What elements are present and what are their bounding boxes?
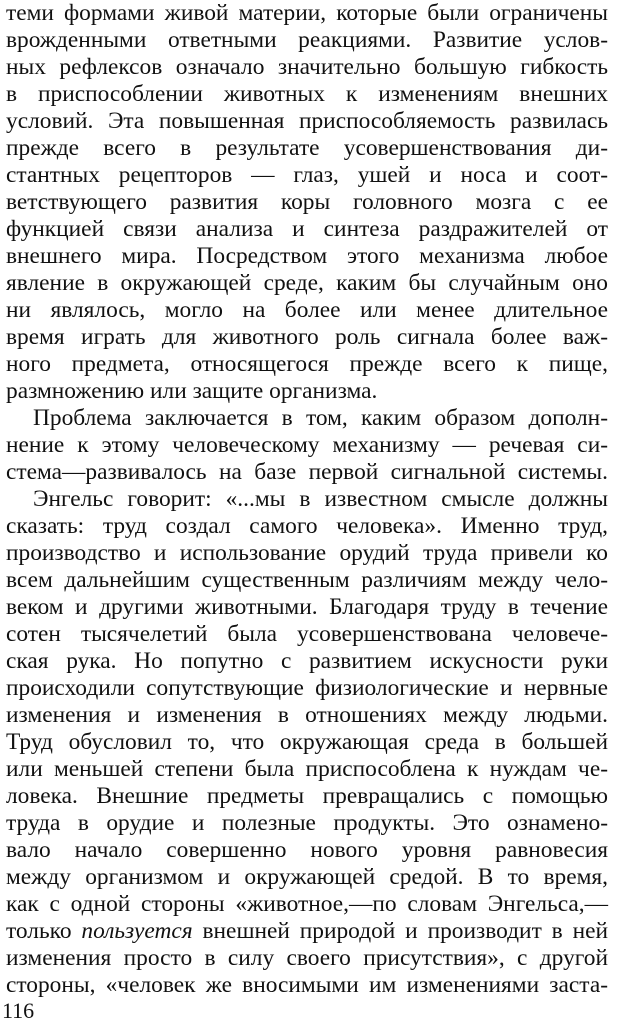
text-line: изменения просто в силу своего присутствия», с другой	[6, 945, 608, 971]
text-line: размножению или защите организма.	[6, 378, 378, 404]
text-line: изменения и изменения в отношениях между людьми.	[6, 702, 608, 728]
text-fragment: внешней природой и производит в ней	[192, 918, 608, 944]
text-line: стема—развивалось на базе первой сигнальной системы.	[6, 459, 608, 485]
text-line: ская рука. Но попутно с развитием искусности руки	[6, 648, 608, 674]
text-line: как с одной стороны «животное,—по словам Энгельса,—	[6, 891, 608, 917]
text-line: происходили сопутствующие физиологические и нервные	[6, 675, 608, 701]
text-line: нение к этому человеческому механизму — речевая си-	[6, 432, 608, 458]
text-line: стороны, «человек же вносимыми им изменениями заста-	[6, 972, 608, 998]
text-line: веком и другими животными. Благодаря труду в течение	[6, 594, 608, 620]
text-line: в приспособлении животных к изменениям внешних	[6, 81, 608, 107]
text-line: явление в окружающей среде, каким бы случайным оно	[6, 270, 608, 296]
text-line: Труд обусловил то, что окружающая среда в большей	[6, 729, 608, 755]
text-line: стантных рецепторов — глаз, ушей и носа и соот-	[6, 162, 608, 188]
text-line: ного предмета, относящегося прежде всего к пище,	[6, 351, 608, 377]
text-line: сотен тысячелетий была усовершенствована человече-	[6, 621, 608, 647]
text-fragment: только	[6, 918, 82, 944]
text-line: Проблема заключается в том, каким образом дополн-	[33, 405, 608, 431]
text-line: или меньшей степени была приспособлена к нуждам че-	[6, 756, 608, 782]
text-line: ни являлось, могло на более или менее длительное	[6, 297, 608, 323]
text-line: сказать: труд создал самого человека». Именно труд,	[6, 513, 608, 539]
text-line: прежде всего в результате усовершенствования ди-	[6, 135, 608, 161]
text-line: между организмом и окружающей средой. В то время,	[6, 864, 608, 890]
text-line: труда в орудие и полезные продукты. Это ознамено-	[6, 810, 608, 836]
text-line: теми формами живой материи, которые были ограничены	[6, 0, 608, 26]
text-line: ловека. Внешние предметы превращались с помощью	[6, 783, 608, 809]
text-line: всем дальнейшим существенным различиям между чело-	[6, 567, 608, 593]
text-line: врожденными ответными реакциями. Развитие услов-	[6, 27, 608, 53]
text-line: производство и использование орудий труда привели ко	[6, 540, 608, 566]
page-number: 116	[2, 998, 35, 1023]
text-line: ных рефлексов означало значительно большую гибкость	[6, 54, 608, 80]
italic-word: пользуется	[81, 918, 193, 944]
text-line: Энгельс говорит: «...мы в известном смысле должны	[33, 486, 608, 512]
text-line: функцией связи анализа и синтеза раздражителей от	[6, 216, 608, 242]
text-line: внешнего мира. Посредством этого механизма любое	[6, 243, 608, 269]
text-line: вало начало совершенно нового уровня равновесия	[6, 837, 608, 863]
text-line: условий. Эта повышенная приспособляемость развилась	[6, 108, 608, 134]
text-line: время играть для животного роль сигнала более важ-	[6, 324, 608, 350]
text-line: ветствующего развития коры головного мозга с ее	[6, 189, 608, 215]
text-line	[6, 918, 608, 945]
